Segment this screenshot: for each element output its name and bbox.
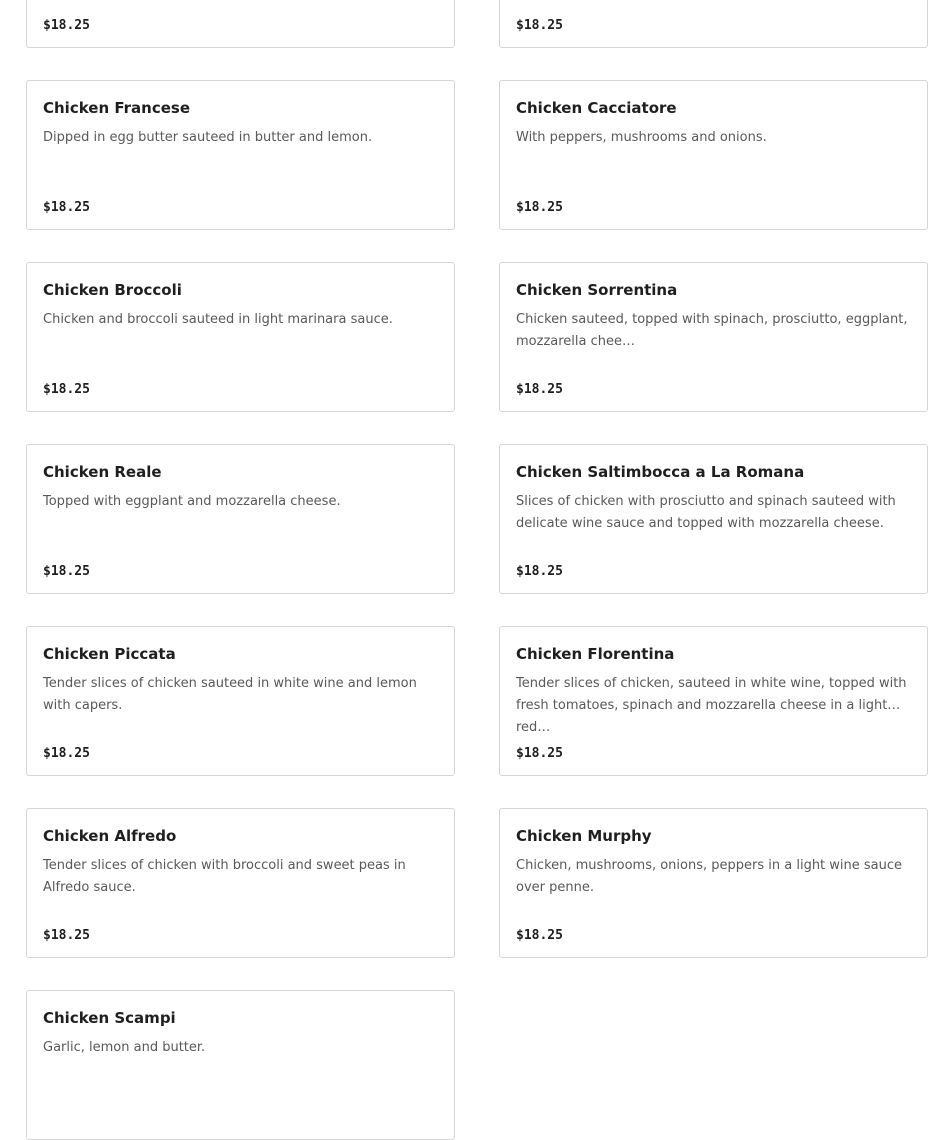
menu-item-price: $18.25 xyxy=(516,928,563,943)
menu-item-price: $18.25 xyxy=(516,18,563,33)
menu-item-name: Chicken Scampi xyxy=(43,1009,176,1027)
menu-item-card[interactable] xyxy=(499,0,928,48)
menu-item-price: $18.25 xyxy=(516,200,563,215)
menu-item-card[interactable] xyxy=(26,80,455,230)
menu-item-card[interactable] xyxy=(499,444,928,594)
menu-item-price: $18.25 xyxy=(516,564,563,579)
menu-item-description: Tender slices of chicken, sauteed in white wine, topped with fresh tomatoes, spinach and mozzarella cheese in a light red… xyxy=(516,676,907,735)
menu-item-price: $18.25 xyxy=(43,928,90,943)
menu-item-card[interactable] xyxy=(499,626,928,776)
menu-item-card[interactable] xyxy=(26,262,455,412)
menu-item-price: $18.25 xyxy=(43,746,90,761)
menu-item-name: Chicken Reale xyxy=(43,463,162,481)
menu-item-name: Chicken Piccata xyxy=(43,645,176,663)
menu-item-description: Tender slices of chicken sauteed in white wine and lemon with capers. xyxy=(43,676,417,713)
menu-item-description: Slices of chicken with prosciutto and spinach sauteed with delicate wine sauce and topped with mozzarella cheese. xyxy=(516,494,896,531)
menu-item-name: Chicken Murphy xyxy=(516,827,652,845)
menu-item-card[interactable] xyxy=(26,626,455,776)
menu-item-name: Chicken Sorrentina xyxy=(516,281,678,299)
menu-item-card[interactable] xyxy=(26,990,455,1140)
menu-item-name: Chicken Saltimbocca a La Romana xyxy=(516,463,805,481)
menu-item-description: Dipped in egg butter sauteed in butter and lemon. xyxy=(43,130,373,145)
menu-item-description: Garlic, lemon and butter. xyxy=(43,1040,206,1055)
menu-item-price: $18.25 xyxy=(43,382,90,397)
menu-item-description: Chicken sauteed, topped with spinach, prosciutto, eggplant, mozzarella chee… xyxy=(516,312,908,349)
menu-item-price: $18.25 xyxy=(43,200,90,215)
menu-item-name: Chicken Francese xyxy=(43,99,191,117)
menu-item-price: $18.25 xyxy=(43,564,90,579)
menu-item-name: Chicken Broccoli xyxy=(43,281,182,299)
menu-item-description: Topped with eggplant and mozzarella cheese. xyxy=(43,494,341,509)
menu-item-name: Chicken Alfredo xyxy=(43,827,177,845)
menu-item-price: $18.25 xyxy=(516,746,563,761)
menu-item-price: $18.25 xyxy=(516,382,563,397)
menu-item-card[interactable] xyxy=(499,808,928,958)
menu-item-grid xyxy=(26,0,928,1140)
menu-item-card[interactable] xyxy=(26,808,455,958)
menu-item-description: Tender slices of chicken with broccoli and sweet peas in Alfredo sauce. xyxy=(43,858,406,895)
menu-item-card[interactable] xyxy=(26,0,455,48)
menu-item-name: Chicken Cacciatore xyxy=(516,99,677,117)
menu-item-description: With peppers, mushrooms and onions. xyxy=(516,130,767,145)
menu-item-card[interactable] xyxy=(26,444,455,594)
menu-item-description: Chicken and broccoli sauteed in light marinara sauce. xyxy=(43,312,393,327)
menu-item-price: $18.25 xyxy=(43,18,90,33)
menu-item-card[interactable] xyxy=(499,80,928,230)
menu-item-card[interactable] xyxy=(499,262,928,412)
menu-item-name: Chicken Florentina xyxy=(516,645,675,663)
menu-item-description: Chicken, mushrooms, onions, peppers in a light wine sauce over penne. xyxy=(516,858,903,895)
